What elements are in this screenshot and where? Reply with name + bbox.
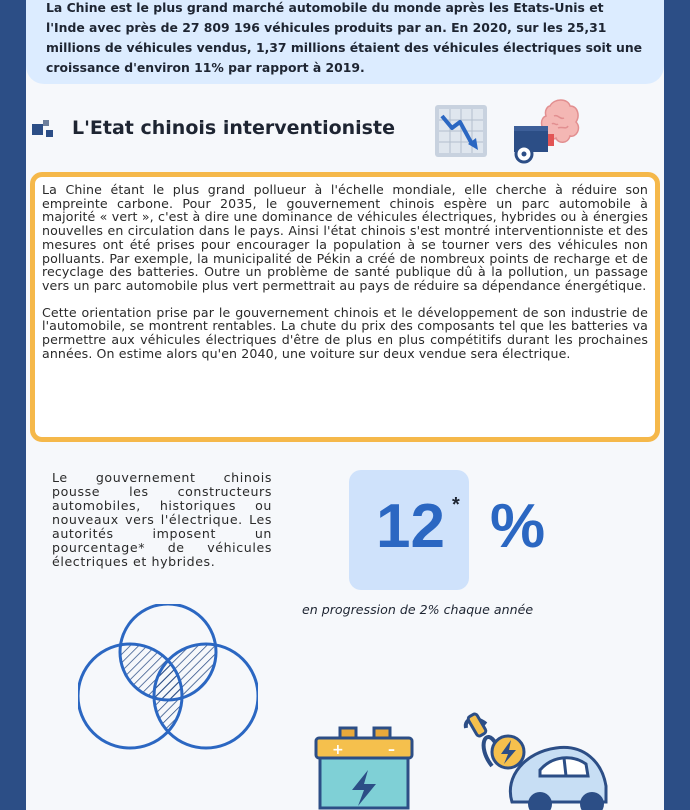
stat-percent: % xyxy=(490,492,546,561)
stat-asterisk: * xyxy=(452,494,460,516)
brain-cart-icon xyxy=(510,98,584,166)
article-box xyxy=(30,172,660,442)
battery-icon xyxy=(312,718,416,810)
sidebar-text: Le gouvernement chinois pousse les constructeurs automobiles, historiques ou nouveaux vers l'électrique. Les autorités imposent un pourcentage* de véhicules électriques et hybrides. xyxy=(52,470,272,569)
article-paragraph-2: Cette orientation prise par le gouvernement chinois et le développement de son industrie de l'automobile, se montrent rentables. La chute du prix des composants tel que les batteries va permettre aux véhicules électriques d'être de plus en plus compétitifs durant les prochaines années. On estime alors qu'en 2040, une voiture sur deux vendue sera électrique. xyxy=(42,304,648,361)
stat-number: 12 xyxy=(376,492,445,561)
intro-text: La Chine est le plus grand marché automobile du monde après les Etats-Unis et l'Inde avec près de 27 809 196 véhicules produits par an. En 2020, sur les 25,31 millions de véhicules vendus, 1,37 millions étaient des véhicules électriques soit une croissance d'environ 11% par rapport à 2019. xyxy=(46,0,643,75)
article-paragraph-1: La Chine étant le plus grand pollueur à l'échelle mondiale, elle cherche à réduire son empreinte carbone. Pour 2035, le gouvernement chinois espère un parc automobile à majorité « vert », c'est à dire une dominance de véhicules électriques, hybrides ou à énergies nouvelles en circulation dans le pays. Ainsi l'état chinois s'est montré interventionniste et des mesures ont été prises pour encourager la population à se tourner vers des véhicules non polluants. Par exemple, la municipalité de Pékin a créé de nombreux points de recharge et de recyclage des batteries. Outre un problème de santé publique dû à la pollution, un passage vers un parc automobile plus vert permettrait au pays de réduire sa dépendance énergétique. xyxy=(42,182,648,293)
stat-caption: en progression de 2% chaque année xyxy=(302,602,534,617)
squares-icon xyxy=(32,116,56,140)
declining-chart-icon xyxy=(434,104,488,158)
electric-car-icon xyxy=(456,706,616,810)
section-title: L'Etat chinois interventioniste xyxy=(72,117,395,139)
intro-box xyxy=(26,0,664,84)
battery-plus-label: + xyxy=(332,742,344,758)
venn-diagram-icon xyxy=(78,604,258,764)
battery-minus-label: – xyxy=(388,742,395,758)
